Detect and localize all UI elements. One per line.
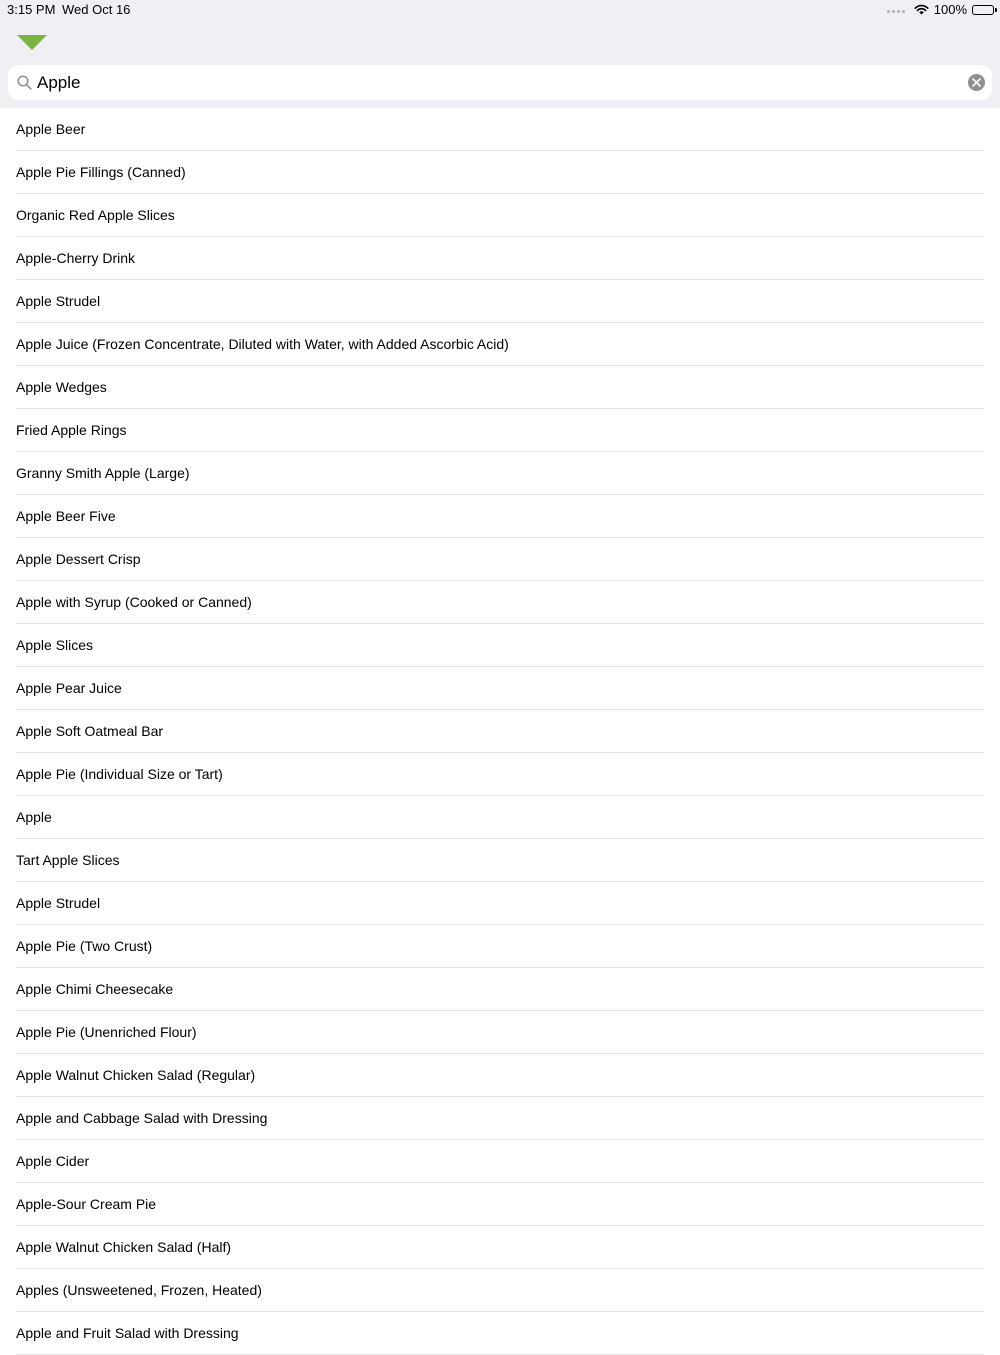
list-item-label: Apple Chimi Cheesecake	[16, 981, 174, 997]
list-item[interactable]	[0, 495, 1000, 538]
list-item[interactable]	[0, 624, 1000, 667]
list-item[interactable]	[0, 925, 1000, 968]
list-item[interactable]	[0, 1097, 1000, 1140]
list-item-label: Apple Pear Juice	[16, 680, 122, 696]
list-item-label: Apple Wedges	[16, 379, 107, 395]
list-item[interactable]	[0, 753, 1000, 796]
list-item[interactable]	[0, 280, 1000, 323]
list-item[interactable]	[0, 1226, 1000, 1269]
list-item-label: Apple-Sour Cream Pie	[16, 1196, 157, 1212]
list-item-label: Apple Pie (Two Crust)	[16, 938, 153, 954]
status-bar	[0, 0, 1000, 20]
list-item[interactable]	[0, 1140, 1000, 1183]
list-item-label: Apple and Cabbage Salad with Dressing	[16, 1110, 268, 1126]
list-item-label: Apple Pie (Individual Size or Tart)	[16, 766, 223, 782]
battery-icon	[972, 5, 994, 15]
clear-search-button[interactable]	[968, 74, 985, 91]
list-item[interactable]	[0, 151, 1000, 194]
list-item-label: Organic Red Apple Slices	[16, 207, 175, 223]
list-item-label: Apple Soft Oatmeal Bar	[16, 723, 164, 739]
close-icon	[972, 78, 981, 87]
list-item-label: Apple Walnut Chicken Salad (Half)	[16, 1239, 232, 1255]
search-input[interactable]	[37, 67, 957, 98]
list-item-label: Apple Pie (Unenriched Flour)	[16, 1024, 197, 1040]
list-item[interactable]	[0, 538, 1000, 581]
list-item[interactable]	[0, 452, 1000, 495]
list-item-label: Apple with Syrup (Cooked or Canned)	[16, 594, 252, 610]
status-time: 3:15 PM	[7, 2, 56, 17]
list-item-label: Apple Juice (Frozen Concentrate, Diluted with Water, with Added Ascorbic Acid)	[16, 336, 509, 352]
status-right	[887, 2, 994, 17]
list-item[interactable]	[0, 710, 1000, 753]
cellular-signal-icon	[887, 10, 905, 13]
top-area	[0, 0, 1000, 108]
list-item[interactable]	[0, 1269, 1000, 1312]
list-item-label: Apple Strudel	[16, 895, 101, 911]
list-item[interactable]	[0, 796, 1000, 839]
status-date: Wed Oct 16	[62, 2, 131, 17]
list-item-label: Apple Dessert Crisp	[16, 551, 141, 567]
list-item-label: Apple Slices	[16, 637, 94, 653]
list-item[interactable]	[0, 366, 1000, 409]
list-item-label: Apple Pie Fillings (Canned)	[16, 164, 186, 180]
list-item-label: Apple and Fruit Salad with Dressing	[16, 1325, 239, 1341]
list-item[interactable]	[0, 409, 1000, 452]
list-item-label: Apple Cider	[16, 1153, 90, 1169]
wifi-icon	[914, 4, 929, 15]
list-item-label: Apple Beer Five	[16, 508, 116, 524]
battery-percentage: 100%	[933, 2, 967, 17]
list-item-label: Apple-Cherry Drink	[16, 250, 136, 266]
list-item-label: Apple Walnut Chicken Salad (Regular)	[16, 1067, 256, 1083]
list-item-label: Fried Apple Rings	[16, 422, 127, 438]
search-results-list	[0, 108, 1000, 1355]
list-item[interactable]	[0, 581, 1000, 624]
list-item[interactable]	[0, 108, 1000, 151]
list-item[interactable]	[0, 968, 1000, 1011]
search-bar[interactable]	[8, 65, 992, 100]
triangle-down-icon[interactable]	[17, 35, 47, 50]
list-item-label: Apple Strudel	[16, 293, 101, 309]
list-item[interactable]	[0, 882, 1000, 925]
list-item-label: Apple	[16, 809, 52, 825]
list-item-label: Apple Beer	[16, 121, 86, 137]
list-item[interactable]	[0, 839, 1000, 882]
list-item[interactable]	[0, 1011, 1000, 1054]
list-item-label: Apples (Unsweetened, Frozen, Heated)	[16, 1282, 262, 1298]
list-item[interactable]	[0, 323, 1000, 366]
list-item[interactable]	[0, 667, 1000, 710]
search-icon	[17, 75, 32, 90]
list-item[interactable]	[0, 1054, 1000, 1097]
list-item[interactable]	[0, 237, 1000, 280]
list-item-label: Tart Apple Slices	[16, 852, 120, 868]
list-item[interactable]	[0, 1183, 1000, 1226]
list-item[interactable]	[0, 194, 1000, 237]
list-item-label: Granny Smith Apple (Large)	[16, 465, 190, 481]
